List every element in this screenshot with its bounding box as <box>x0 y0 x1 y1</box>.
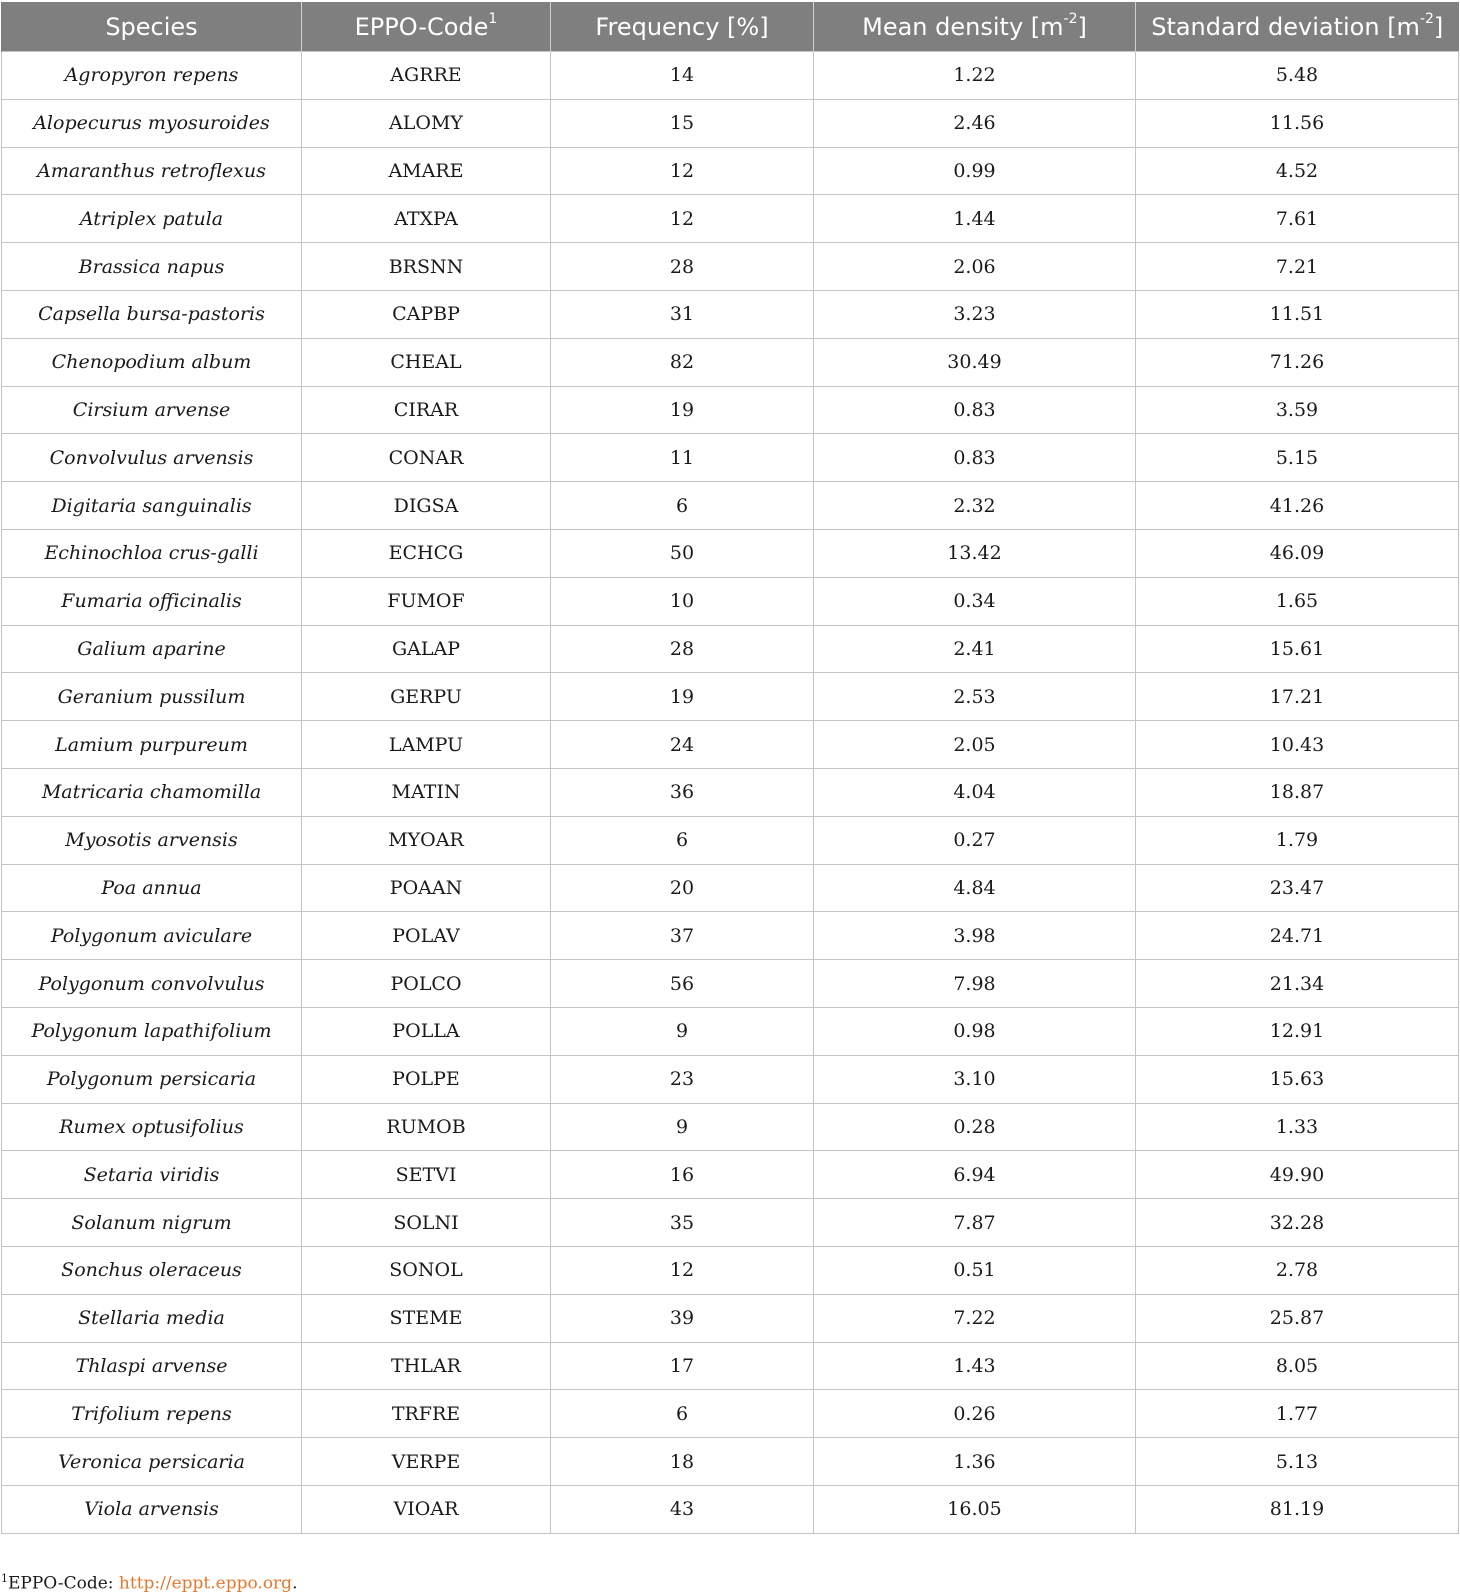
eppo-code-cell: POLPE <box>302 1055 551 1103</box>
eppo-code-cell: FUMOF <box>302 577 551 625</box>
header-frequency: Frequency [%] <box>551 2 814 52</box>
mean-density-cell: 1.22 <box>814 52 1136 100</box>
table-row <box>2 864 1459 912</box>
eppo-code-cell: GERPU <box>302 673 551 721</box>
mean-density-cell: 1.44 <box>814 195 1136 243</box>
header-eppo-footnote-mark: 1 <box>488 10 498 27</box>
species-cell: Lamium purpureum <box>2 721 302 769</box>
table-row <box>2 1485 1459 1533</box>
eppo-code-cell: CIRAR <box>302 386 551 434</box>
species-cell: Polygonum persicaria <box>2 1055 302 1103</box>
standard-deviation-cell: 49.90 <box>1136 1151 1459 1199</box>
standard-deviation-cell: 11.56 <box>1136 99 1459 147</box>
standard-deviation-cell: 23.47 <box>1136 864 1459 912</box>
eppo-code-cell: SONOL <box>302 1246 551 1294</box>
species-cell: Solanum nigrum <box>2 1199 302 1247</box>
mean-density-cell: 2.05 <box>814 721 1136 769</box>
eppo-code-cell: BRSNN <box>302 243 551 291</box>
eppo-code-cell: SETVI <box>302 1151 551 1199</box>
standard-deviation-cell: 41.26 <box>1136 482 1459 530</box>
table-body <box>2 52 1459 1534</box>
mean-density-cell: 3.10 <box>814 1055 1136 1103</box>
standard-deviation-cell: 24.71 <box>1136 912 1459 960</box>
table-row <box>2 721 1459 769</box>
eppo-code-cell: VIOAR <box>302 1485 551 1533</box>
species-cell: Setaria viridis <box>2 1151 302 1199</box>
eppo-code-cell: GALAP <box>302 625 551 673</box>
species-cell: Matricaria chamomilla <box>2 768 302 816</box>
standard-deviation-cell: 7.61 <box>1136 195 1459 243</box>
table-row <box>2 1199 1459 1247</box>
species-cell: Chenopodium album <box>2 338 302 386</box>
eppo-code-cell: TRFRE <box>302 1390 551 1438</box>
frequency-cell: 19 <box>551 673 814 721</box>
mean-density-cell: 0.34 <box>814 577 1136 625</box>
eppo-code-cell: AMARE <box>302 147 551 195</box>
species-cell: Veronica persicaria <box>2 1438 302 1486</box>
eppo-code-cell: RUMOB <box>302 1103 551 1151</box>
standard-deviation-cell: 81.19 <box>1136 1485 1459 1533</box>
eppo-code-cell: MYOAR <box>302 816 551 864</box>
mean-density-cell: 3.98 <box>814 912 1136 960</box>
table-row <box>2 1151 1459 1199</box>
table-row <box>2 147 1459 195</box>
eppo-code-cell: POLAV <box>302 912 551 960</box>
table-row <box>2 52 1459 100</box>
frequency-cell: 6 <box>551 816 814 864</box>
species-cell: Rumex optusifolius <box>2 1103 302 1151</box>
mean-density-cell: 0.51 <box>814 1246 1136 1294</box>
mean-density-cell: 7.22 <box>814 1294 1136 1342</box>
frequency-cell: 12 <box>551 1246 814 1294</box>
standard-deviation-cell: 21.34 <box>1136 960 1459 1008</box>
species-cell: Digitaria sanguinalis <box>2 482 302 530</box>
footnote-link[interactable]: http://eppt.eppo.org <box>118 1573 293 1594</box>
frequency-cell: 17 <box>551 1342 814 1390</box>
frequency-cell: 82 <box>551 338 814 386</box>
table-row <box>2 1294 1459 1342</box>
frequency-cell: 35 <box>551 1199 814 1247</box>
table-row <box>2 529 1459 577</box>
standard-deviation-cell: 5.48 <box>1136 52 1459 100</box>
standard-deviation-cell: 1.79 <box>1136 816 1459 864</box>
eppo-code-cell: ECHCG <box>302 529 551 577</box>
eppo-code-cell: POLLA <box>302 1007 551 1055</box>
footnote-text: EPPO-Code: <box>8 1573 119 1594</box>
table-container <box>1 2 1458 1534</box>
mean-density-cell: 30.49 <box>814 338 1136 386</box>
frequency-cell: 31 <box>551 290 814 338</box>
standard-deviation-cell: 5.13 <box>1136 1438 1459 1486</box>
table-header <box>2 2 1459 52</box>
species-cell: Thlaspi arvense <box>2 1342 302 1390</box>
species-cell: Alopecurus myosuroides <box>2 99 302 147</box>
standard-deviation-cell: 15.63 <box>1136 1055 1459 1103</box>
species-cell: Stellaria media <box>2 1294 302 1342</box>
frequency-cell: 24 <box>551 721 814 769</box>
mean-density-cell: 7.87 <box>814 1199 1136 1247</box>
eppo-code-cell: ALOMY <box>302 99 551 147</box>
standard-deviation-cell: 3.59 <box>1136 386 1459 434</box>
standard-deviation-cell: 32.28 <box>1136 1199 1459 1247</box>
frequency-cell: 39 <box>551 1294 814 1342</box>
frequency-cell: 20 <box>551 864 814 912</box>
frequency-cell: 12 <box>551 147 814 195</box>
table-row <box>2 912 1459 960</box>
frequency-cell: 19 <box>551 386 814 434</box>
eppo-code-cell: ATXPA <box>302 195 551 243</box>
species-cell: Cirsium arvense <box>2 386 302 434</box>
frequency-cell: 28 <box>551 625 814 673</box>
eppo-code-cell: SOLNI <box>302 1199 551 1247</box>
species-cell: Amaranthus retroflexus <box>2 147 302 195</box>
footnote: $^1$EPPO-Code: http://eppt.eppo.org. <box>1 1572 298 1594</box>
table-row <box>2 1007 1459 1055</box>
mean-density-cell: 0.83 <box>814 434 1136 482</box>
eppo-code-cell: CAPBP <box>302 290 551 338</box>
frequency-cell: 15 <box>551 99 814 147</box>
table-row <box>2 768 1459 816</box>
mean-density-cell: 3.23 <box>814 290 1136 338</box>
species-cell: Convolvulus arvensis <box>2 434 302 482</box>
standard-deviation-cell: 7.21 <box>1136 243 1459 291</box>
frequency-cell: 12 <box>551 195 814 243</box>
standard-deviation-cell: 12.91 <box>1136 1007 1459 1055</box>
mean-density-cell: 2.46 <box>814 99 1136 147</box>
standard-deviation-cell: 17.21 <box>1136 673 1459 721</box>
table-row <box>2 434 1459 482</box>
mean-density-cell: 0.28 <box>814 1103 1136 1151</box>
mean-density-cell: 0.83 <box>814 386 1136 434</box>
standard-deviation-cell: 46.09 <box>1136 529 1459 577</box>
table-row <box>2 1342 1459 1390</box>
header-species: Species <box>2 2 302 52</box>
species-cell: Brassica napus <box>2 243 302 291</box>
species-table <box>1 2 1459 1534</box>
standard-deviation-cell: 18.87 <box>1136 768 1459 816</box>
frequency-cell: 9 <box>551 1103 814 1151</box>
mean-density-cell: 2.41 <box>814 625 1136 673</box>
standard-deviation-cell: 15.61 <box>1136 625 1459 673</box>
species-cell: Echinochloa crus-galli <box>2 529 302 577</box>
standard-deviation-cell: 4.52 <box>1136 147 1459 195</box>
mean-density-cell: 6.94 <box>814 1151 1136 1199</box>
eppo-code-cell: STEME <box>302 1294 551 1342</box>
species-cell: Trifolium repens <box>2 1390 302 1438</box>
table-row <box>2 338 1459 386</box>
mean-density-cell: 1.36 <box>814 1438 1136 1486</box>
frequency-cell: 14 <box>551 52 814 100</box>
header-row <box>2 2 1459 52</box>
table-row <box>2 1103 1459 1151</box>
standard-deviation-cell: 71.26 <box>1136 338 1459 386</box>
frequency-cell: 18 <box>551 1438 814 1486</box>
standard-deviation-cell: 1.65 <box>1136 577 1459 625</box>
standard-deviation-cell: 1.33 <box>1136 1103 1459 1151</box>
mean-density-cell: 0.27 <box>814 816 1136 864</box>
species-cell: Agropyron repens <box>2 52 302 100</box>
mean-density-cell: 0.98 <box>814 1007 1136 1055</box>
table-row <box>2 577 1459 625</box>
frequency-cell: 37 <box>551 912 814 960</box>
species-cell: Sonchus oleraceus <box>2 1246 302 1294</box>
standard-deviation-cell: 10.43 <box>1136 721 1459 769</box>
eppo-code-cell: POAAN <box>302 864 551 912</box>
frequency-cell: 16 <box>551 1151 814 1199</box>
mean-density-cell: 4.84 <box>814 864 1136 912</box>
frequency-cell: 56 <box>551 960 814 1008</box>
header-standard-deviation: Standard deviation $[m^{-2}]$ <box>1136 2 1459 52</box>
header-mean-density: Mean density $[m^{-2}]$ <box>814 2 1136 52</box>
eppo-code-cell: DIGSA <box>302 482 551 530</box>
frequency-cell: 10 <box>551 577 814 625</box>
frequency-cell: 6 <box>551 482 814 530</box>
table-row <box>2 1390 1459 1438</box>
mean-density-cell: 1.43 <box>814 1342 1136 1390</box>
frequency-cell: 43 <box>551 1485 814 1533</box>
eppo-code-cell: CONAR <box>302 434 551 482</box>
frequency-cell: 28 <box>551 243 814 291</box>
species-cell: Polygonum convolvulus <box>2 960 302 1008</box>
mean-density-cell: 16.05 <box>814 1485 1136 1533</box>
footnote-mark: 1 <box>1 1572 8 1585</box>
mean-density-cell: 2.53 <box>814 673 1136 721</box>
table-row <box>2 1055 1459 1103</box>
frequency-cell: 6 <box>551 1390 814 1438</box>
species-cell: Geranium pussilum <box>2 673 302 721</box>
species-cell: Viola arvensis <box>2 1485 302 1533</box>
species-cell: Myosotis arvensis <box>2 816 302 864</box>
eppo-code-cell: POLCO <box>302 960 551 1008</box>
species-cell: Fumaria officinalis <box>2 577 302 625</box>
eppo-code-cell: CHEAL <box>302 338 551 386</box>
species-cell: Galium aparine <box>2 625 302 673</box>
table-row <box>2 243 1459 291</box>
frequency-cell: 9 <box>551 1007 814 1055</box>
mean-density-cell: 0.26 <box>814 1390 1136 1438</box>
standard-deviation-cell: 1.77 <box>1136 1390 1459 1438</box>
frequency-cell: 11 <box>551 434 814 482</box>
table-row <box>2 99 1459 147</box>
table-row <box>2 625 1459 673</box>
standard-deviation-cell: 5.15 <box>1136 434 1459 482</box>
table-row <box>2 1246 1459 1294</box>
table-row <box>2 673 1459 721</box>
species-cell: Atriplex patula <box>2 195 302 243</box>
species-cell: Polygonum aviculare <box>2 912 302 960</box>
table-row <box>2 816 1459 864</box>
frequency-cell: 23 <box>551 1055 814 1103</box>
mean-density-cell: 0.99 <box>814 147 1136 195</box>
table-row <box>2 1438 1459 1486</box>
eppo-code-cell: MATIN <box>302 768 551 816</box>
mean-density-cell: 13.42 <box>814 529 1136 577</box>
mean-density-cell: 4.04 <box>814 768 1136 816</box>
mean-density-cell: 2.06 <box>814 243 1136 291</box>
standard-deviation-cell: 25.87 <box>1136 1294 1459 1342</box>
eppo-code-cell: THLAR <box>302 1342 551 1390</box>
table-row <box>2 960 1459 1008</box>
eppo-code-cell: AGRRE <box>302 52 551 100</box>
species-cell: Capsella bursa-pastoris <box>2 290 302 338</box>
table-row <box>2 482 1459 530</box>
table-row <box>2 195 1459 243</box>
eppo-code-cell: VERPE <box>302 1438 551 1486</box>
frequency-cell: 50 <box>551 529 814 577</box>
standard-deviation-cell: 8.05 <box>1136 1342 1459 1390</box>
frequency-cell: 36 <box>551 768 814 816</box>
table-row <box>2 290 1459 338</box>
header-eppo-code: EPPO-Code$^1$ <box>302 2 551 52</box>
mean-density-cell: 7.98 <box>814 960 1136 1008</box>
standard-deviation-cell: 11.51 <box>1136 290 1459 338</box>
species-cell: Polygonum lapathifolium <box>2 1007 302 1055</box>
species-cell: Poa annua <box>2 864 302 912</box>
table-row <box>2 386 1459 434</box>
standard-deviation-cell: 2.78 <box>1136 1246 1459 1294</box>
mean-density-cell: 2.32 <box>814 482 1136 530</box>
eppo-code-cell: LAMPU <box>302 721 551 769</box>
